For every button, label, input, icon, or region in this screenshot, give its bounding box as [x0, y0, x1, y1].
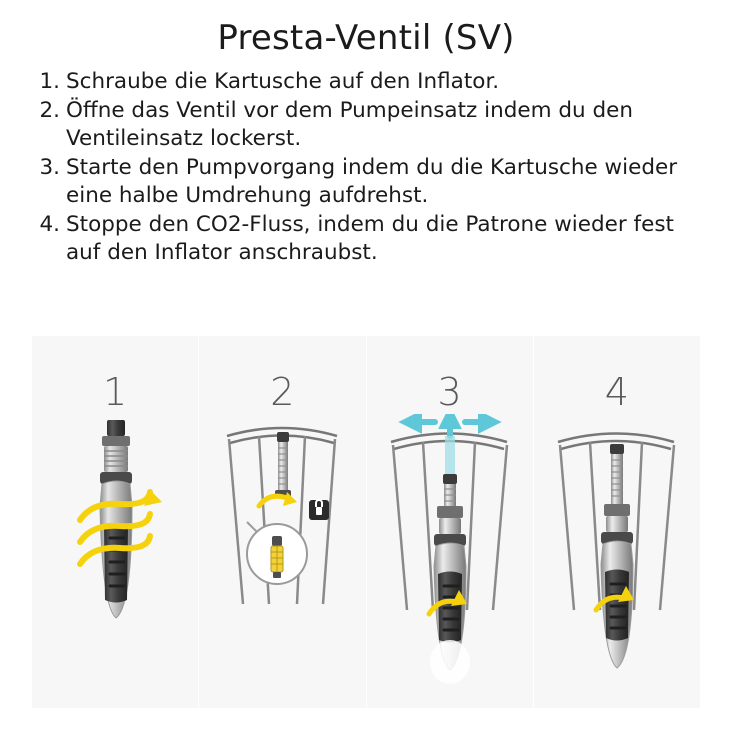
step-text: Öffne das Ventil vor dem Pumpeinsatz indem du den Ventileinsatz lockerst. [66, 97, 634, 151]
step-text: Schraube die Kartusche auf den Inflator. [66, 69, 500, 94]
cartridge-screw-on-illustration [32, 414, 198, 704]
co2-flow-illustration [367, 414, 533, 704]
step-number: 3. [39, 154, 60, 180]
page-title: Presta-Ventil (SV) [217, 18, 515, 58]
panel-step-3 [367, 336, 534, 708]
panel-number: 1 [103, 370, 128, 414]
illustration-page [0, 18, 732, 731]
panel-step-1 [32, 336, 199, 708]
list-item [28, 211, 708, 267]
list-item [28, 68, 708, 96]
illustration-panels [32, 336, 700, 708]
panel-number: 4 [604, 370, 629, 414]
step-number: 1. [39, 69, 60, 94]
list-item [28, 154, 708, 210]
list-item [28, 97, 708, 153]
step-text: Starte den Pumpvorgang indem du die Kartusche wieder eine halbe Umdrehung aufdrehst. [66, 154, 678, 208]
panel-step-4 [534, 336, 700, 708]
panel-step-2 [199, 336, 366, 708]
cartridge-tighten-illustration [534, 414, 700, 704]
instruction-list [0, 68, 732, 267]
panel-number: 3 [437, 370, 462, 414]
panel-number: 2 [270, 370, 295, 414]
step-number: 4. [39, 211, 60, 237]
step-text: Stoppe den CO2-Fluss, indem du die Patrone wieder fest auf den Inflator anschraubst. [66, 211, 674, 265]
step-number: 2. [39, 97, 60, 123]
valve-core-loosen-illustration [199, 414, 365, 704]
